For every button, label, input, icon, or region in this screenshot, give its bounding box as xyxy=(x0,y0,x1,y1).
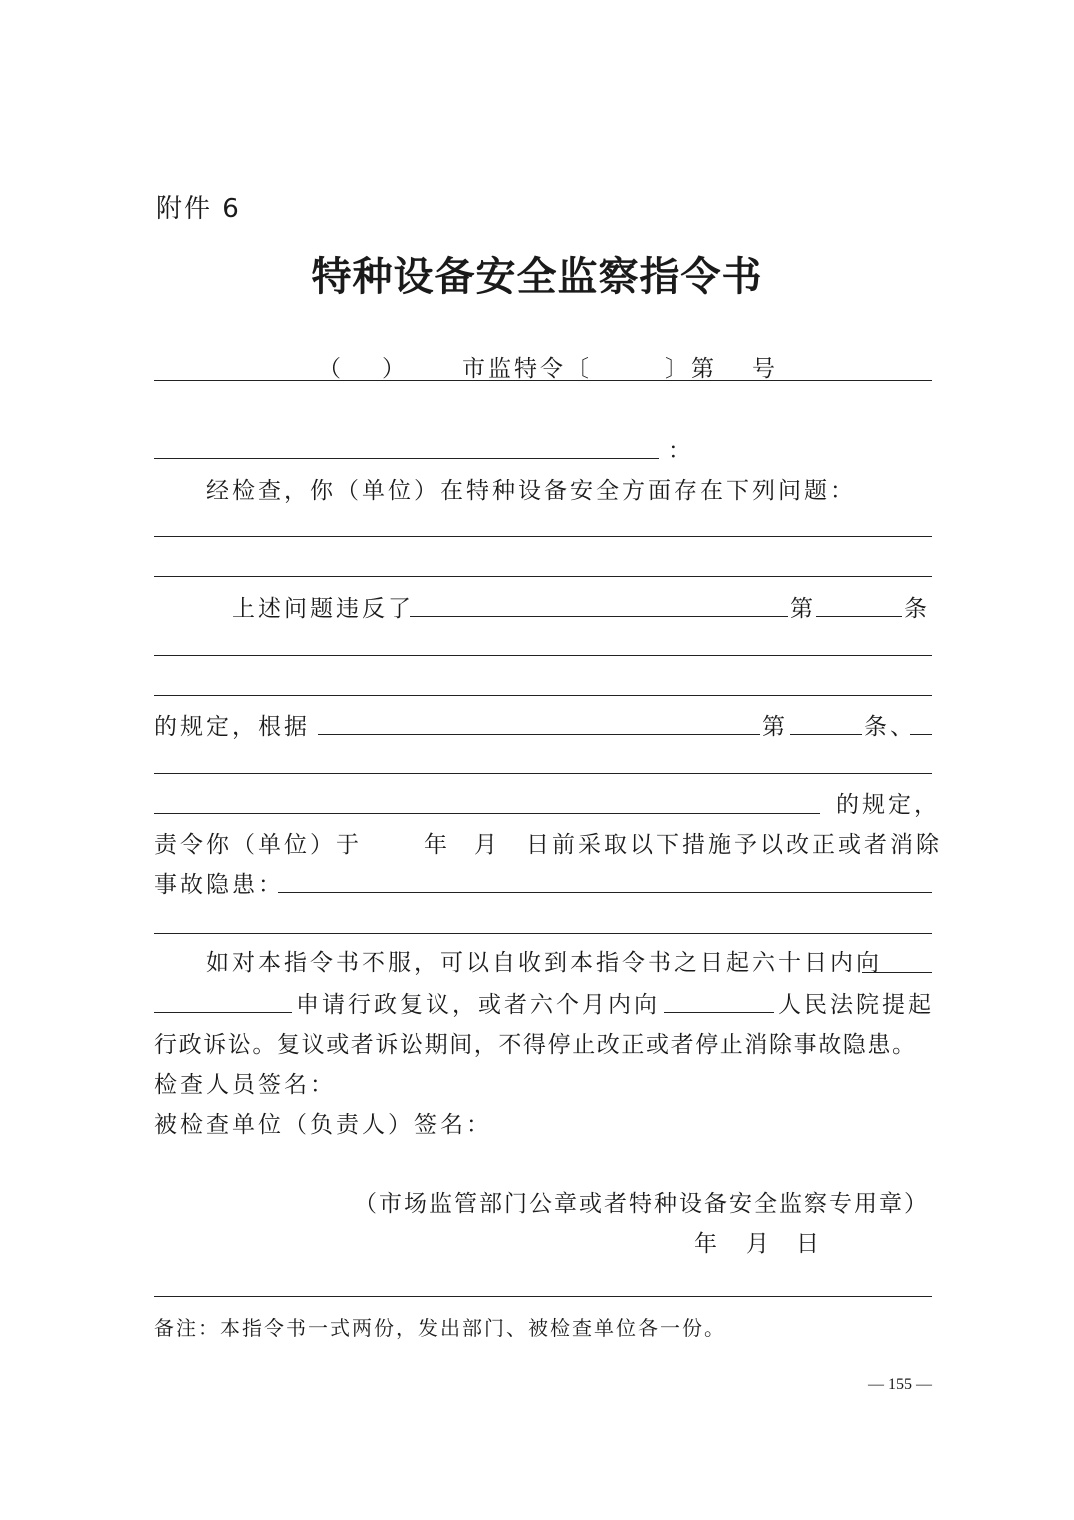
appeal-agency-blank-a[interactable] xyxy=(862,972,932,973)
date-month: 月 xyxy=(746,1231,772,1257)
order-start: 责令你（单位）于 xyxy=(154,832,362,858)
appeal-line-3: 行政诉讼。复议或者诉讼期间，不得停止改正或者停止消除事故隐患。 xyxy=(154,1032,917,1058)
doc-number-bracket-close: 〕第 xyxy=(665,356,717,382)
date-year: 年 xyxy=(694,1231,720,1257)
basis-extra-blank[interactable] xyxy=(910,734,932,735)
page-number: — 155 — xyxy=(868,1376,932,1393)
addressee-colon: ： xyxy=(668,438,694,464)
note-text: 备注：本指令书一式两份，发出部门、被检查单位各一份。 xyxy=(154,1316,726,1340)
seal-text: （市场监管部门公章或者特种设备安全监察专用章） xyxy=(354,1191,929,1217)
violation-text: 上述问题违反了 xyxy=(232,596,414,622)
problem-blank-1[interactable] xyxy=(154,536,932,537)
hazard-label: 事故隐患： xyxy=(154,872,284,898)
attachment-label: 附件 6 xyxy=(156,194,241,224)
note-rule xyxy=(154,1296,932,1297)
basis-text: 的规定，根据 xyxy=(154,714,310,740)
document-title: 特种设备安全监察指令书 xyxy=(311,253,763,300)
order-month: 月 xyxy=(474,832,500,858)
basis-tiao: 条、 xyxy=(864,714,916,740)
doc-number-paren-close: ） xyxy=(382,356,408,382)
intro-text: 经检查，你（单位）在特种设备安全方面存在下列问题： xyxy=(206,478,856,504)
regulation-blank[interactable] xyxy=(154,813,820,814)
basis-article-blank[interactable] xyxy=(790,734,862,735)
violation-blank-3[interactable] xyxy=(154,695,932,696)
inspector-sign-label: 检查人员签名： xyxy=(154,1072,336,1098)
basis-di: 第 xyxy=(762,714,788,740)
appeal-line-2a: 申请行政复议，或者六个月内向 xyxy=(296,992,660,1018)
violation-article-blank[interactable] xyxy=(816,616,902,617)
appeal-line-1: 如对本指令书不服，可以自收到本指令书之日起六十日内向 xyxy=(206,950,882,976)
order-rest: 日前采取以下措施予以改正或者消除 xyxy=(526,832,942,858)
violation-di: 第 xyxy=(790,596,816,622)
doc-number-rule xyxy=(154,380,932,381)
hazard-blank[interactable] xyxy=(278,892,932,893)
inspected-sign-label: 被检查单位（负责人）签名： xyxy=(154,1112,492,1138)
hazard-blank-2[interactable] xyxy=(154,933,932,934)
order-year: 年 xyxy=(424,832,450,858)
appeal-agency-blank-b[interactable] xyxy=(154,1012,292,1013)
doc-number-prefix: 市监特令〔 xyxy=(462,356,592,382)
problem-blank-2[interactable] xyxy=(154,576,932,577)
violation-blank-2[interactable] xyxy=(154,655,932,656)
addressee-blank[interactable] xyxy=(154,458,659,459)
doc-number-hao: 号 xyxy=(752,356,778,382)
regulation-end: 的规定， xyxy=(836,792,940,818)
appeal-line-2b: 人民法院提起 xyxy=(778,992,934,1018)
violation-law-blank[interactable] xyxy=(410,616,788,617)
doc-number-paren-open: （ xyxy=(318,356,344,382)
date-day: 日 xyxy=(796,1231,822,1257)
violation-tiao: 条 xyxy=(904,596,930,622)
appeal-court-blank[interactable] xyxy=(664,1012,774,1013)
basis-blank-2[interactable] xyxy=(154,773,932,774)
basis-law-blank[interactable] xyxy=(318,734,760,735)
